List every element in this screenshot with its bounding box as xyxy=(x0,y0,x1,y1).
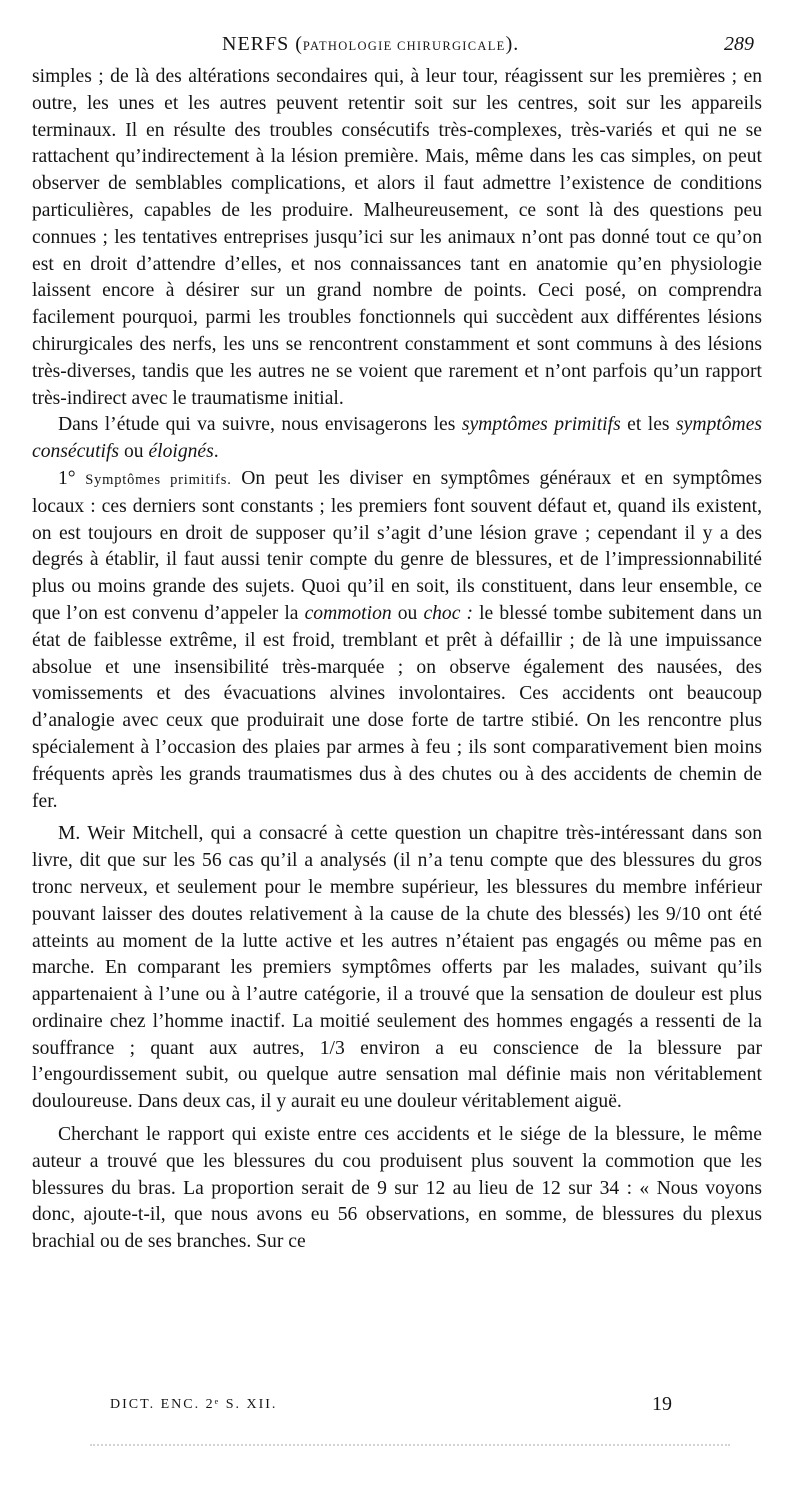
paragraph-2-text-a: Dans l’étude qui va suivre, nous envisagerons les xyxy=(58,414,462,436)
paragraph-4: M. Weir Mitchell, qui a consacré à cette question un chapitre très-intéressant dans son livre, dit que sur les 56 cas qu’il a analysés (il n’a tenu compte que des blessures du gros tronc nerveux, et seulement pour le membre supérieur, les blessures du membre inférieur pouvant laisser des doutes relativement à la cause de la chute des blessés) les 9/10 ont été atteints au moment de la lutte active et les autres n’étaient pas engagés ou même pas en marche. En comparant les premiers symptômes offerts par les malades, suivant qu’ils appartenaient à l’une ou à l’autre catégorie, il a trouvé que la sensation de douleur est plus ordinaire chez l’homme inactif. La moitié seulement des hommes engagés a ressenti de la souffrance ; quant aux autres, 1/3 environ a eu conscience de la blessure par l’engourdissement subit, ou quelque autre sensation mal définie mais non véritablement douloureuse. Dans deux cas, il y aurait eu une douleur véritablement aiguë. xyxy=(32,823,762,1113)
paragraph-3 xyxy=(32,466,762,815)
paragraph-3-text-c: le blessé tombe subitement dans un état de faiblesse extrême, il est froid, tremblant et prêt à défaillir ; de là une impuissance absolue et une insensibilité très-marquée ; on observe également des nausées, des vomissements et des évacuations alvines involontaires. Ces accidents ont beaucoup d’analogie avec ceux que produirait une dose forte de tartre stibié. On les rencontre plus spécialement à l’occasion des plaies par armes à feu ; ils sont comparativement bien moins fréquents après les grands traumatismes dus à des chutes ou à des accidents de chemin de fer. xyxy=(32,602,762,812)
running-title-main: NERFS ( xyxy=(222,33,303,55)
section-heading: Symptômes primitifs. xyxy=(85,471,232,488)
body-text xyxy=(32,64,762,1256)
running-head xyxy=(0,33,800,59)
running-title xyxy=(222,33,519,56)
paragraph-3-text-b: ou xyxy=(391,602,424,624)
paragraph-5: Cherchant le rapport qui existe entre ces accidents et le siége de la blessure, le même auteur a trouvé que les blessures du cou produisent plus souvent la commotion que les blessures du bras. La proportion serait de 9 sur 12 au lieu de 12 sur 34 : « Nous voyons donc, ajoute-t-il, que nous avons eu 56 observations, en somme, de blessures du plexus brachial ou de ses branches. Sur ce xyxy=(32,1124,762,1253)
paragraph-3-text-a: On peut les diviser en symptômes généraux et en symptômes locaux : ces derniers sont constants ; les premiers font souvent défaut et, quand ils existent, on est toujours en droit de supposer qu’il s’agit d’une lésion grave ; cependant il y a des degrés à établir, il faut aussi tenir compte du genre de blessures, et de l’impressionnabilité plus ou moins grande des sujets. Quoi qu’il en soit, ils constituent, dans leur ensemble, ce que l’on est convenu d’appeler la xyxy=(32,467,763,624)
paragraph-2-text-b: et les xyxy=(620,414,677,436)
paragraph-2-text-c: ou xyxy=(119,441,149,463)
term-eloignes: éloignés xyxy=(148,441,214,463)
page-number: 289 xyxy=(724,33,754,55)
paragraph-2-text-d: . xyxy=(213,441,219,463)
term-symptomes-primitifs: symptômes primitifs xyxy=(461,414,621,436)
page-footer xyxy=(0,1393,800,1419)
term-choc: choc : xyxy=(423,602,474,624)
paragraph-1: simples ; de là des altérations secondaires qui, à leur tour, réagissent sur les premières ; en outre, les unes et les autres peuvent retentir soit sur les centres, soit sur les appareils terminaux. Il en résulte des troubles consécutifs très-complexes, très-variés et qui ne se rattachent qu’indirectement à la lésion première. Mais, même dans les cas simples, on peut observer de semblables complications, et alors il faut admettre l’existence de conditions particulières, capables de les produire. Malheureusement, ce sont là des questions peu connues ; les tentatives entreprises jusqu’ici sur les animaux n’ont pas donné tout ce qu’on est en droit d’attendre d’elles, et nos connaissances tant en anatomie qu’en physiologie laissent encore à désirer sur un grand nombre de points. Ceci posé, on comprendra facilement pourquoi, parmi les troubles fonctionnels qui succèdent aux différentes lésions chirurgicales des nerfs, les uns se rencontrent constamment et sont communs à des lésions très-diverses, tandis que les autres ne se voient que rarement et n’ont parfois qu’un rapport très-indirect avec le traumatisme initial. xyxy=(32,66,762,409)
sheet-number: 19 xyxy=(652,1393,672,1415)
section-number: 1° xyxy=(58,467,86,489)
bottom-dotted-rule xyxy=(90,1444,730,1452)
printer-signature: DICT. ENC. 2ᵉ S. XII. xyxy=(110,1397,278,1412)
term-commotion: commotion xyxy=(304,602,392,624)
paragraph-2 xyxy=(32,412,762,466)
running-title-subject: PATHOLOGIE CHIRURGICALE xyxy=(302,39,506,53)
term-symptomes-consecutifs: symptômes consécutifs xyxy=(32,414,763,463)
running-title-end: ). xyxy=(505,33,520,55)
